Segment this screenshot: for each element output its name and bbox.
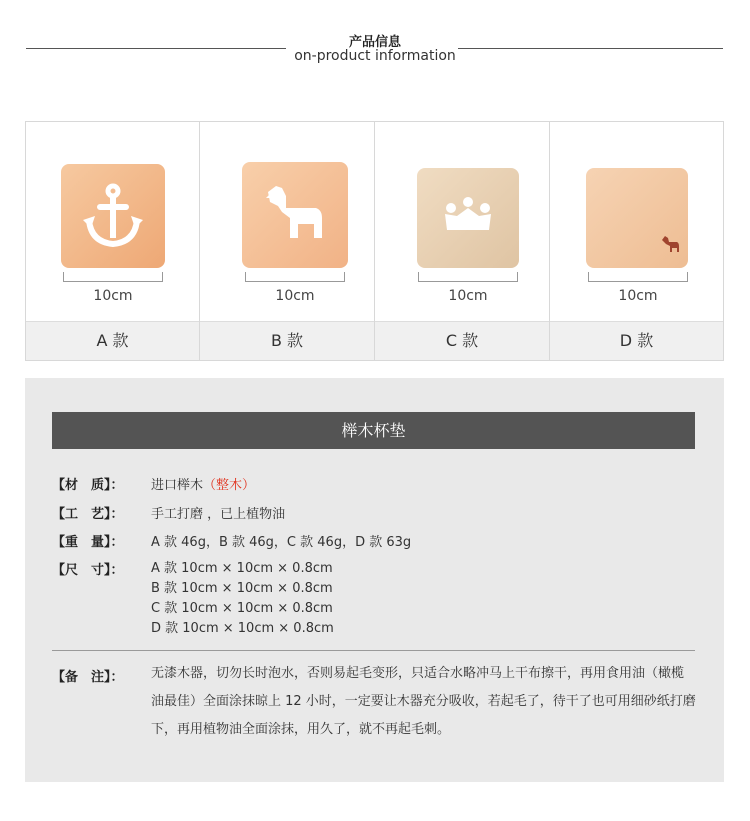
variant-label-c: C 款 (375, 321, 549, 360)
divider (52, 650, 695, 651)
product-card-d[interactable] (549, 121, 724, 361)
spec-key-weight: 【重 量】： (52, 535, 124, 550)
spec-key-size: 【尺 寸】： (52, 563, 124, 578)
material-highlight: （整木） (203, 478, 256, 493)
coaster-a (61, 164, 165, 268)
horse-icon (242, 162, 348, 268)
dimension-line-d (588, 272, 688, 282)
coaster-c (417, 168, 519, 268)
size-line-d: D 款 10cm × 10cm × 0.8cm (151, 621, 334, 636)
size-line-b: B 款 10cm × 10cm × 0.8cm (151, 581, 333, 596)
product-card-c[interactable] (374, 121, 550, 361)
product-image-d (550, 122, 723, 323)
spec-key-craft: 【工 艺】： (52, 507, 124, 522)
crown-icon (417, 168, 519, 268)
anchor-icon (61, 164, 165, 268)
product-image-c (375, 122, 549, 323)
spec-panel (25, 378, 724, 782)
spec-value-weight: A 款 46g，B 款 46g，C 款 46g，D 款 63g (151, 535, 412, 550)
spec-value-material (151, 474, 255, 493)
variant-label-a: A 款 (26, 321, 199, 360)
dimension-line-b (245, 272, 345, 282)
coaster-b (242, 162, 348, 268)
product-card-a[interactable] (25, 121, 200, 361)
size-label-c: 10cm (448, 288, 488, 304)
size-line-a: A 款 10cm × 10cm × 0.8cm (151, 561, 333, 576)
size-label-d: 10cm (618, 288, 658, 304)
size-line-c: C 款 10cm × 10cm × 0.8cm (151, 601, 333, 616)
product-grid (25, 121, 724, 361)
coaster-d (586, 168, 688, 268)
small-horse-icon (586, 168, 688, 268)
spec-value-craft: 手工打磨 ，已上植物油 (151, 507, 286, 522)
spec-value-size (151, 559, 334, 639)
dimension-line-c (418, 272, 518, 282)
variant-label-d: D 款 (550, 321, 723, 360)
note-key: 【备 注】： (52, 670, 124, 685)
panel-title: 榉木杯垫 (52, 412, 695, 449)
size-label-a: 10cm (93, 288, 133, 304)
spec-key-material: 【材 质】： (52, 478, 124, 493)
size-label-b: 10cm (275, 288, 315, 304)
variant-label-b: B 款 (200, 321, 374, 360)
material-text: 进口榉木 (151, 478, 204, 493)
dimension-line-a (63, 272, 163, 282)
product-image-a (26, 122, 199, 323)
section-header (0, 28, 750, 72)
header-title-cn: 产品信息 (348, 35, 401, 50)
product-image-b (200, 122, 374, 323)
header-title-en: on-product information (294, 48, 456, 64)
note-text: 无漆木器，切勿长时泡水，否则易起毛变形，只适合水略冲马上干布擦干，再用食用油（橄榄油最佳）全面涂抹晾上 12 小时，一定要让木器充分吸收，若起毛了，待干了也可用细砂纸打磨下，再用植物油全面涂抹，用久了，就不再起毛刺。 (151, 666, 696, 737)
product-card-b[interactable] (199, 121, 375, 361)
